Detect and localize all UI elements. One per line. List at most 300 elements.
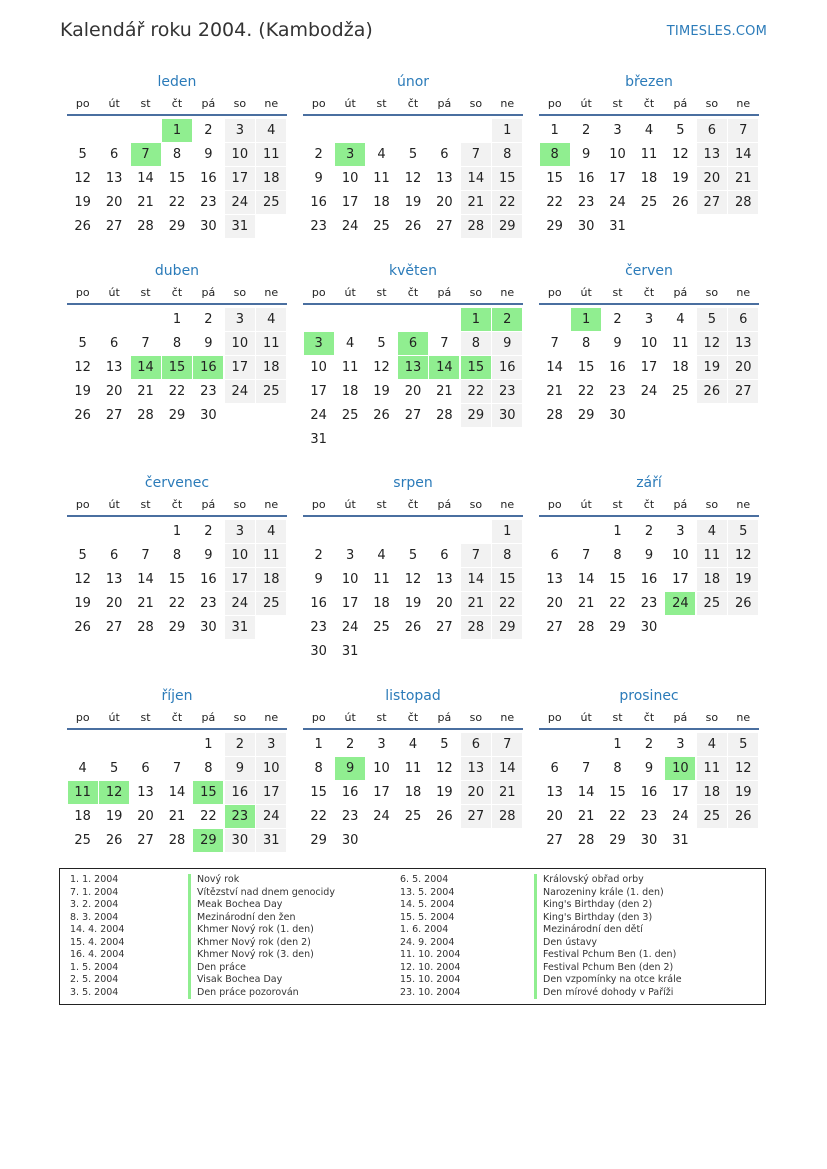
day-cell: 9: [644, 761, 654, 776]
day-cell: 21: [492, 781, 522, 804]
day-cell: 28: [577, 620, 595, 635]
day-cell: 17: [609, 171, 626, 186]
weekday-label: po: [547, 711, 562, 724]
day-cell: 8: [613, 761, 622, 776]
day-cell: 19: [728, 568, 758, 591]
day-cell: 5: [697, 308, 727, 331]
day-cell: 30: [341, 833, 359, 848]
day-cell: 14: [546, 360, 563, 375]
day-cell: 27: [546, 833, 563, 848]
legend-date: 3. 2. 2004: [70, 899, 119, 910]
day-cell: 18: [640, 171, 658, 186]
weekday-label: út: [580, 97, 592, 110]
weekday-label: pá: [673, 286, 688, 299]
day-cell: 2: [644, 524, 654, 539]
day-cell: 6: [109, 147, 119, 162]
day-cell: 23: [310, 620, 327, 635]
day-cell: 2: [204, 123, 213, 138]
month-header-rule: [67, 303, 287, 305]
day-cell: 27: [105, 620, 123, 635]
weekday-label: ne: [264, 498, 279, 511]
day-cell: 4: [256, 119, 286, 142]
day-cell: 9: [204, 147, 213, 162]
legend-date: 6. 5. 2004: [400, 874, 449, 885]
weekday-label: st: [612, 97, 623, 110]
day-cell: 7: [492, 733, 522, 756]
weekday-label: so: [469, 498, 483, 511]
month-header-rule: [539, 303, 759, 305]
day-cell: 11: [256, 544, 286, 567]
day-cell: 1: [314, 737, 323, 752]
holiday-day-cell: 1: [162, 119, 192, 142]
weekday-label: so: [233, 498, 247, 511]
day-cell: 7: [581, 761, 591, 776]
day-cell: 15: [577, 360, 595, 375]
day-cell: 2: [345, 737, 355, 752]
day-cell: 29: [168, 408, 186, 423]
month-name: květen: [389, 263, 437, 279]
day-cell: 16: [200, 572, 217, 587]
day-cell: 21: [168, 809, 186, 824]
holiday-day-cell: 9: [335, 757, 365, 780]
legend-holiday-name: Festival Pchum Ben (den 2): [534, 962, 682, 975]
weekday-label: so: [469, 711, 483, 724]
day-cell: 12: [74, 360, 91, 375]
day-cell: 12: [728, 757, 758, 780]
day-cell: 30: [225, 829, 255, 852]
day-cell: 18: [373, 596, 390, 611]
day-cell: 8: [172, 147, 182, 162]
day-cell: 8: [581, 336, 591, 351]
day-cell: 19: [74, 384, 91, 399]
day-cell: 27: [546, 620, 563, 635]
day-cell: 26: [728, 805, 758, 828]
day-cell: 20: [436, 596, 453, 611]
day-cell: 10: [640, 336, 658, 351]
legend-holiday-name: Den práce: [188, 962, 335, 975]
day-cell: 22: [492, 191, 522, 214]
day-cell: 18: [74, 809, 91, 824]
day-cell: 28: [728, 191, 758, 214]
day-cell: 25: [74, 833, 91, 848]
day-cell: 15: [310, 785, 327, 800]
day-cell: 5: [728, 520, 758, 543]
day-cell: 24: [256, 805, 286, 828]
legend-right-dates: [400, 874, 460, 999]
month-name: duben: [154, 263, 200, 279]
day-cell: 29: [609, 620, 626, 635]
day-cell: 28: [436, 408, 453, 423]
day-cell: 12: [74, 171, 91, 186]
day-cell: 20: [105, 195, 123, 210]
day-cell: 17: [225, 568, 255, 591]
day-cell: 22: [577, 384, 595, 399]
day-cell: 11: [256, 332, 286, 355]
day-cell: 9: [613, 336, 622, 351]
day-cell: 22: [609, 809, 626, 824]
day-cell: 27: [697, 191, 727, 214]
day-cell: 6: [440, 147, 449, 162]
day-cell: 27: [436, 219, 453, 234]
day-cell: 29: [492, 215, 522, 238]
day-cell: 23: [577, 195, 595, 210]
weekday-label: čt: [407, 97, 419, 110]
month-header-rule: [303, 515, 523, 517]
day-cell: 29: [310, 833, 327, 848]
month-header-rule: [67, 728, 287, 730]
legend-date: 11. 10. 2004: [400, 949, 461, 960]
day-cell: 28: [461, 616, 491, 639]
day-cell: 30: [609, 408, 626, 423]
day-cell: 10: [373, 761, 390, 776]
legend-holiday-name: Khmer Nový rok (den 2): [188, 937, 335, 950]
day-cell: 4: [377, 548, 386, 563]
weekday-label: ne: [264, 97, 279, 110]
day-cell: 10: [225, 544, 255, 567]
day-cell: 12: [404, 171, 422, 186]
weekday-label: po: [75, 498, 90, 511]
holiday-day-cell: 7: [131, 143, 161, 166]
day-cell: 20: [546, 596, 563, 611]
holiday-day-cell: 15: [162, 356, 192, 379]
weekday-label: po: [311, 97, 326, 110]
day-cell: 19: [74, 195, 91, 210]
day-cell: 21: [577, 596, 595, 611]
day-cell: 29: [546, 219, 563, 234]
day-cell: 29: [577, 408, 595, 423]
legend-date: 14. 4. 2004: [70, 924, 125, 935]
day-cell: 18: [672, 360, 689, 375]
day-cell: 23: [200, 384, 217, 399]
day-cell: 10: [225, 143, 255, 166]
day-cell: 6: [461, 733, 491, 756]
weekday-label: ne: [264, 711, 279, 724]
day-cell: 24: [373, 809, 390, 824]
day-cell: 10: [341, 171, 359, 186]
legend-holiday-name: Vítězství nad dnem genocidy: [188, 887, 335, 900]
day-cell: 2: [644, 737, 654, 752]
day-cell: 27: [137, 833, 154, 848]
day-cell: 23: [640, 809, 658, 824]
legend-holiday-name: King's Birthday (den 3): [534, 912, 682, 925]
day-cell: 8: [492, 143, 522, 166]
day-cell: 27: [461, 805, 491, 828]
day-cell: 5: [676, 123, 685, 138]
day-cell: 26: [74, 219, 91, 234]
holiday-day-cell: 1: [571, 308, 601, 331]
day-cell: 24: [640, 384, 658, 399]
day-cell: 25: [256, 191, 286, 214]
day-cell: 19: [373, 384, 390, 399]
day-cell: 10: [341, 572, 359, 587]
day-cell: 13: [105, 360, 123, 375]
weekday-label: ne: [264, 286, 279, 299]
weekday-label: ne: [500, 498, 515, 511]
weekday-label: čt: [171, 97, 183, 110]
day-cell: 18: [256, 356, 286, 379]
weekday-label: st: [612, 286, 623, 299]
day-cell: 16: [492, 356, 522, 379]
legend-holiday-name: Festival Pchum Ben (1. den): [534, 949, 682, 962]
day-cell: 4: [697, 520, 727, 543]
weekday-label: ne: [500, 97, 515, 110]
day-cell: 10: [225, 332, 255, 355]
weekday-label: so: [705, 711, 719, 724]
month-name: červen: [625, 263, 673, 279]
day-cell: 15: [492, 568, 522, 591]
weekday-label: so: [705, 286, 719, 299]
day-cell: 12: [74, 572, 91, 587]
day-cell: 2: [613, 312, 622, 327]
day-cell: 14: [461, 167, 491, 190]
day-cell: 29: [168, 219, 186, 234]
month-header-rule: [303, 114, 523, 116]
day-cell: 9: [204, 336, 213, 351]
legend-date: 15. 10. 2004: [400, 974, 461, 985]
weekday-label: čt: [643, 711, 655, 724]
legend-holiday-name: Nový rok: [188, 874, 335, 887]
day-cell: 30: [310, 644, 327, 659]
holiday-day-cell: 14: [131, 356, 161, 379]
weekday-label: so: [233, 286, 247, 299]
day-cell: 10: [310, 360, 327, 375]
holiday-day-cell: 23: [225, 805, 255, 828]
day-cell: 6: [440, 548, 449, 563]
day-cell: 11: [672, 336, 689, 351]
day-cell: 25: [697, 592, 727, 615]
month-header-rule: [539, 114, 759, 116]
day-cell: 2: [581, 123, 591, 138]
weekday-label: st: [376, 711, 387, 724]
day-cell: 12: [697, 332, 727, 355]
weekday-label: čt: [407, 286, 419, 299]
day-cell: 27: [404, 408, 422, 423]
day-cell: 24: [341, 219, 359, 234]
day-cell: 27: [105, 408, 123, 423]
legend-holiday-name: Den mírové dohody v Paříži: [534, 987, 682, 1000]
weekday-label: út: [580, 286, 592, 299]
weekday-label: st: [376, 286, 387, 299]
day-cell: 18: [404, 785, 422, 800]
day-cell: 21: [137, 596, 154, 611]
day-cell: 28: [137, 620, 154, 635]
day-cell: 20: [137, 809, 154, 824]
day-cell: 2: [204, 312, 213, 327]
day-cell: 5: [408, 147, 418, 162]
day-cell: 3: [225, 520, 255, 543]
day-cell: 30: [640, 833, 658, 848]
day-cell: 12: [436, 761, 453, 776]
day-cell: 22: [609, 596, 626, 611]
weekday-label: ne: [500, 286, 515, 299]
weekday-label: po: [311, 498, 326, 511]
day-cell: 6: [550, 548, 559, 563]
day-cell: 24: [341, 620, 359, 635]
day-cell: 21: [728, 167, 758, 190]
day-cell: 29: [609, 833, 626, 848]
day-cell: 21: [137, 195, 154, 210]
day-cell: 28: [168, 833, 186, 848]
day-cell: 29: [461, 404, 491, 427]
day-cell: 22: [461, 380, 491, 403]
day-cell: 22: [168, 195, 186, 210]
day-cell: 26: [404, 219, 422, 234]
day-cell: 7: [550, 336, 559, 351]
legend-date: 1. 5. 2004: [70, 961, 119, 973]
day-cell: 30: [200, 620, 217, 635]
day-cell: 13: [697, 143, 727, 166]
day-cell: 21: [137, 384, 154, 399]
day-cell: 3: [613, 123, 622, 138]
holiday-day-cell: 24: [665, 592, 695, 615]
weekday-label: út: [344, 711, 356, 724]
weekday-label: ne: [736, 286, 751, 299]
day-cell: 15: [546, 171, 563, 186]
day-cell: 15: [609, 572, 626, 587]
day-cell: 7: [141, 336, 150, 351]
day-cell: 12: [728, 544, 758, 567]
weekday-label: so: [469, 97, 483, 110]
day-cell: 22: [492, 592, 522, 615]
day-cell: 26: [436, 809, 453, 824]
day-cell: 15: [492, 167, 522, 190]
legend-holiday-name: Den vzpomínky na otce krále: [534, 974, 682, 987]
weekday-label: pá: [437, 97, 452, 110]
day-cell: 4: [408, 737, 418, 752]
weekday-label: so: [469, 286, 483, 299]
day-cell: 13: [436, 572, 453, 587]
day-cell: 31: [341, 644, 359, 659]
day-cell: 21: [546, 384, 563, 399]
day-cell: 9: [204, 548, 213, 563]
day-cell: 27: [105, 219, 123, 234]
day-cell: 31: [256, 829, 286, 852]
day-cell: 22: [546, 195, 563, 210]
day-cell: 19: [728, 781, 758, 804]
day-cell: 9: [314, 572, 323, 587]
day-cell: 2: [314, 548, 323, 563]
day-cell: 16: [310, 596, 327, 611]
day-cell: 11: [373, 572, 390, 587]
brand-link[interactable]: TIMESLES.COM: [666, 24, 767, 39]
legend-holiday-name: Mezinárodní den žen: [188, 912, 335, 925]
day-cell: 4: [78, 761, 87, 776]
holiday-day-cell: 8: [540, 143, 570, 166]
weekday-label: st: [612, 498, 623, 511]
day-cell: 9: [225, 757, 255, 780]
month-header-rule: [539, 728, 759, 730]
day-cell: 24: [310, 408, 327, 423]
month-name: říjen: [161, 688, 193, 704]
weekday-label: po: [547, 498, 562, 511]
day-cell: 1: [492, 520, 522, 543]
holiday-day-cell: 16: [193, 356, 223, 379]
day-cell: 13: [105, 572, 123, 587]
day-cell: 8: [613, 548, 622, 563]
legend-right-names: [534, 874, 682, 999]
day-cell: 28: [137, 408, 154, 423]
month-header-rule: [539, 515, 759, 517]
month-header-rule: [303, 728, 523, 730]
holiday-day-cell: 2: [492, 308, 522, 331]
day-cell: 23: [640, 596, 658, 611]
day-cell: 25: [341, 408, 359, 423]
weekday-label: po: [311, 711, 326, 724]
day-cell: 13: [728, 332, 758, 355]
day-cell: 14: [492, 757, 522, 780]
day-cell: 17: [640, 360, 658, 375]
holiday-day-cell: 15: [461, 356, 491, 379]
legend-holiday-name: King's Birthday (den 2): [534, 899, 682, 912]
day-cell: 27: [436, 620, 453, 635]
day-cell: 18: [697, 781, 727, 804]
weekday-label: čt: [643, 286, 655, 299]
day-cell: 28: [137, 219, 154, 234]
legend-date: 1. 1. 2004: [70, 874, 119, 885]
day-cell: 5: [408, 548, 418, 563]
holiday-legend: [59, 868, 766, 1005]
legend-date: 23. 10. 2004: [400, 986, 461, 998]
month-header-rule: [303, 303, 523, 305]
day-cell: 20: [105, 596, 123, 611]
day-cell: 19: [436, 785, 453, 800]
legend-date: 3. 5. 2004: [70, 986, 119, 998]
holiday-day-cell: 29: [193, 829, 223, 852]
month-name: červenec: [144, 475, 210, 491]
day-cell: 20: [697, 167, 727, 190]
day-cell: 30: [640, 620, 658, 635]
day-cell: 3: [256, 733, 286, 756]
day-cell: 21: [577, 809, 595, 824]
legend-left-names: [188, 874, 335, 999]
legend-date: 12. 10. 2004: [400, 961, 461, 973]
day-cell: 4: [256, 308, 286, 331]
day-cell: 23: [341, 809, 359, 824]
day-cell: 17: [225, 356, 255, 379]
day-cell: 26: [373, 408, 390, 423]
weekday-label: po: [547, 97, 562, 110]
day-cell: 5: [78, 147, 87, 162]
day-cell: 19: [697, 356, 727, 379]
day-cell: 13: [546, 785, 563, 800]
day-cell: 1: [550, 123, 559, 138]
day-cell: 22: [310, 809, 327, 824]
day-cell: 3: [377, 737, 386, 752]
legend-left-dates: [70, 874, 124, 999]
weekday-label: čt: [407, 498, 419, 511]
day-cell: 30: [200, 219, 217, 234]
day-cell: 7: [440, 336, 449, 351]
day-cell: 30: [577, 219, 595, 234]
day-cell: 14: [461, 568, 491, 591]
day-cell: 26: [672, 195, 689, 210]
day-cell: 25: [373, 219, 390, 234]
day-cell: 12: [672, 147, 689, 162]
day-cell: 31: [609, 219, 626, 234]
weekday-label: út: [344, 97, 356, 110]
day-cell: 17: [672, 785, 689, 800]
weekday-label: po: [75, 97, 90, 110]
page-title: Kalendář roku 2004. (Kambodža): [60, 19, 373, 41]
day-cell: 11: [697, 544, 727, 567]
day-cell: 17: [373, 785, 390, 800]
day-cell: 1: [204, 737, 213, 752]
day-cell: 23: [609, 384, 626, 399]
day-cell: 13: [461, 757, 491, 780]
day-cell: 20: [105, 384, 123, 399]
day-cell: 17: [256, 781, 286, 804]
day-cell: 17: [225, 167, 255, 190]
